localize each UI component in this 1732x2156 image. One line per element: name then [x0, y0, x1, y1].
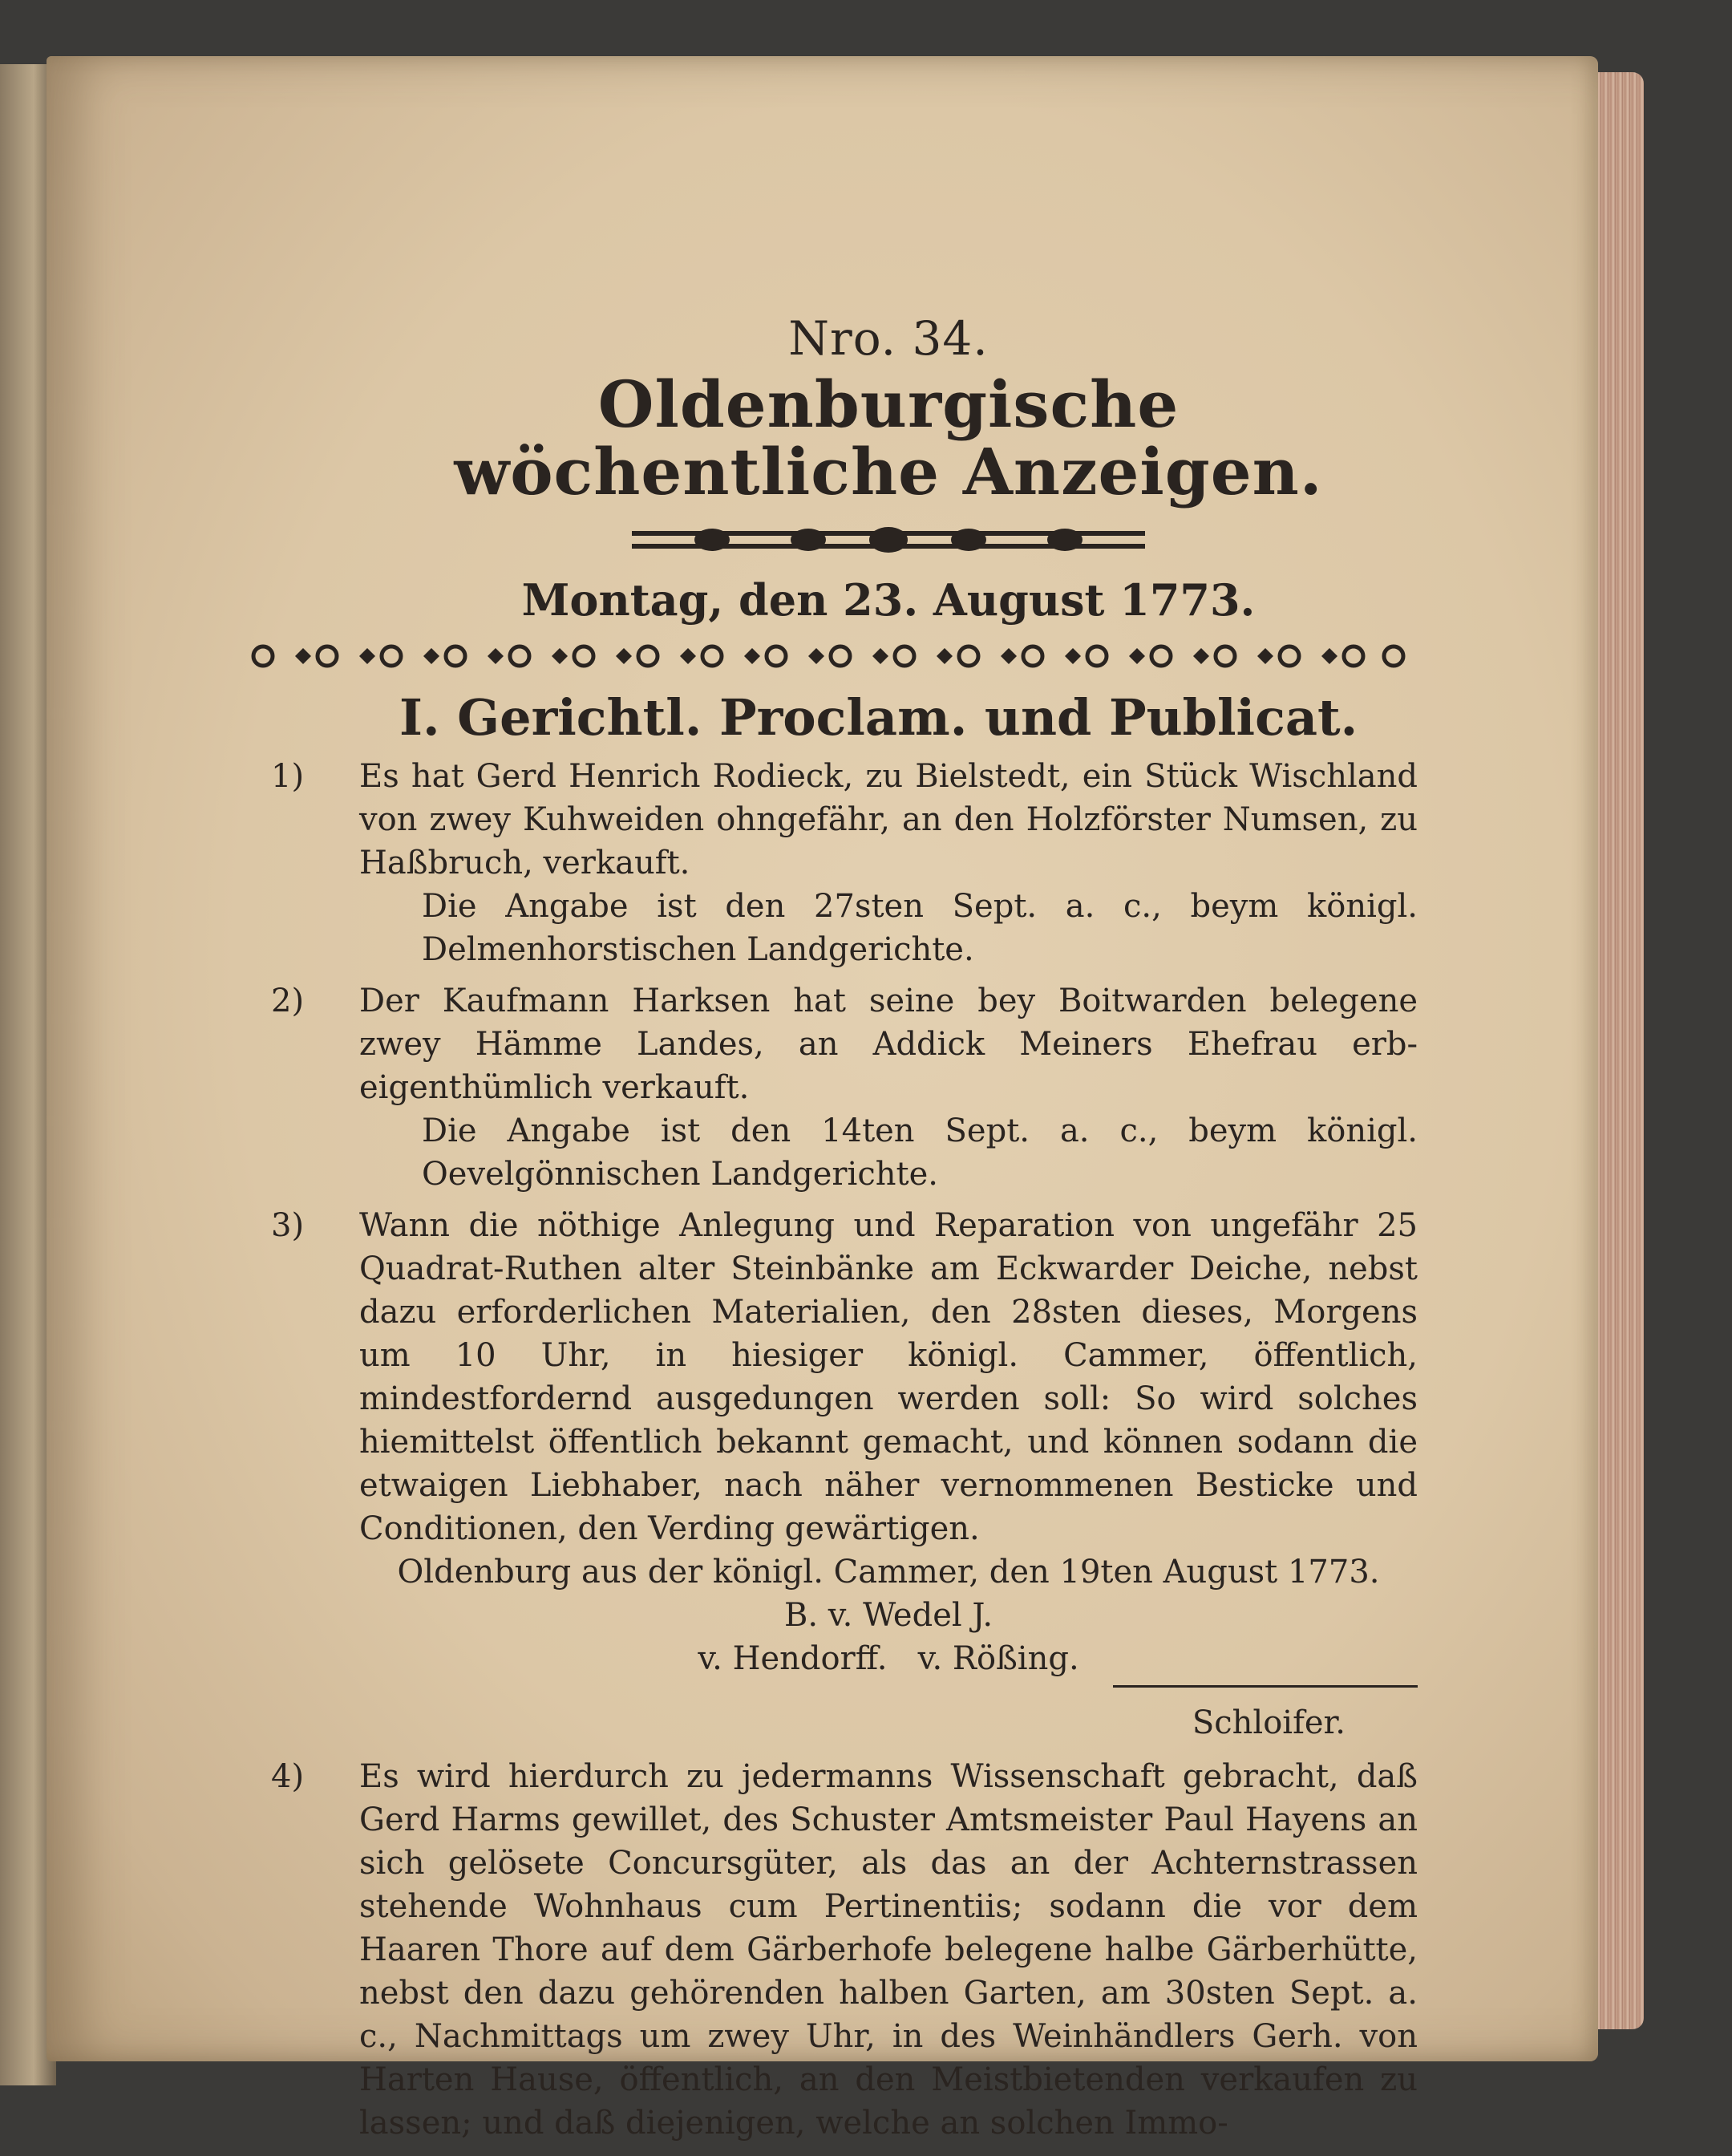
newspaper-page — [47, 56, 1598, 2142]
notice-entry-1 — [271, 755, 1418, 971]
issue-number: Nro. 34. — [788, 311, 989, 366]
entry-text: Es hat Gerd Henrich Rodieck, zu Bielstedt, ein Stück Wischland von zwey Kuhweiden ohngefähr, an den Holzförster Numsen, zu Haßbruch, verkauft. — [359, 758, 1418, 881]
place-date-line: Oldenburg aus der königl. Cammer, den 19ten August 1773. — [397, 1554, 1380, 1591]
entry-number: 2) — [271, 983, 305, 1019]
notice-entry-3 — [271, 1204, 1418, 1747]
entry-text: Der Kaufmann Harksen hat seine bey Boitwarden belegene zwey Hämme Landes, an Addick Meiners Ehefrau erb-eigenthümlich verkauft. — [359, 983, 1418, 1106]
signature-line-2: v. Hendorff. v. Rößing. — [698, 1640, 1079, 1677]
entry-text: Es wird hierdurch zu jedermanns Wissenschaft gebracht, daß Gerd Harms gewillet, des Schuster Amtsmeister Paul Hayens an sich gelösete Concursgüter, als das an der Achternstrassen stehende Wohnhaus cum Pertinentiis; sodann die vor dem Haaren Thore auf dem Gärberhofe belegene halbe Gärberhütte, nebst den dazu gehörenden halben Garten, am 30sten Sept. a. c., Nachmittags um zwey Uhr, in des Weinhändlers Gerh. von Harten Hause, öffentlich, an den Meistbietenden verkaufen zu lassen; und daß diejenigen, welche an solchen Immo- — [359, 1758, 1418, 2142]
entry-text: Wann die nöthige Anlegung und Reparation von ungefähr 25 Quadrat-Ruthen alter Steinbänke am Eckwarder Deiche, nebst dazu erforderlichen Materialien, den 28sten dieses, Morgens um 10 Uhr, in hiesiger königl. Cammer, öffentlich, mindestfordernd ausgedungen werden soll: So wird solches hiemittelst öffentlich bekannt gemacht, und können sodann die etwaigen Liebhaber, nach näher vernommenen Besticke und Conditionen, den Verding gewärtigen. — [359, 1207, 1418, 1547]
notice-entry-2 — [271, 979, 1418, 1196]
issue-date: Montag, den 23. August 1773. — [521, 574, 1256, 626]
entry-note: Die Angabe ist den 27sten Sept. a. c., beym königl. Delmenhorstischen Landgerichte. — [422, 888, 1418, 968]
entry-number: 4) — [271, 1758, 305, 1795]
clerk-signature: Schloifer. — [1192, 1704, 1346, 1741]
page-content — [271, 305, 1418, 2145]
entry-number: 3) — [271, 1207, 305, 1244]
newspaper-title: Oldenburgische wöchentliche Anzeigen. — [454, 367, 1323, 509]
entry-number: 1) — [271, 758, 305, 795]
section-heading: I. Gerichtl. Proclam. und Publicat. — [399, 688, 1358, 747]
notice-entry-4 — [271, 1755, 1418, 2145]
signature-line-1: B. v. Wedel J. — [783, 1597, 993, 1634]
ornamental-rule — [632, 520, 1145, 560]
decorative-border — [239, 640, 1410, 672]
entry-note: Die Angabe ist den 14ten Sept. a. c., beym königl. Oevelgönnischen Landgerichte. — [422, 1112, 1418, 1193]
signature-rule — [1113, 1685, 1418, 1688]
